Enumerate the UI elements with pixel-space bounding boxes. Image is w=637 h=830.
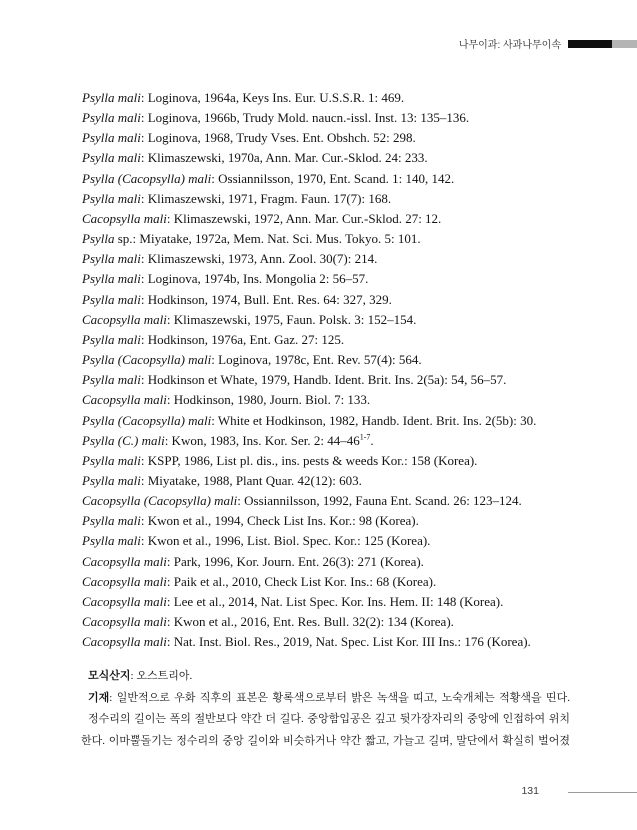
citation-reference: : Klimaszewski, 1970a, Ann. Mar. Cur.-Sklod. 24: 233. xyxy=(140,150,428,166)
citation-entry xyxy=(82,189,602,209)
citation-reference: : Ossiannilsson, 1992, Fauna Ent. Scand. 26: 123–124. xyxy=(237,493,522,509)
citation-entry xyxy=(82,88,602,108)
citation-reference: : Kwon, 1983, Ins. Kor. Ser. 2: 44–46 xyxy=(164,432,360,448)
citation-entry xyxy=(82,249,602,269)
citation-entry xyxy=(82,310,602,330)
description-block xyxy=(81,666,570,752)
citation-entry xyxy=(82,148,602,168)
running-title: 나무이과: 사과나무이속 xyxy=(458,40,561,51)
taxon-name: Psylla mali xyxy=(82,90,141,105)
citation-reference: : Klimaszewski, 1975, Faun. Polsk. 3: 152–154. xyxy=(166,311,417,327)
taxon-name: Cacopsylla mali xyxy=(82,210,167,226)
citation-reference: : Klimaszewski, 1971, Fragm. Faun. 17(7): 168. xyxy=(140,190,392,206)
citation-reference: : Klimaszewski, 1972, Ann. Mar. Cur.-Sklod. 27: 12. xyxy=(166,210,442,226)
citation-reference: : Ossiannilsson, 1970, Ent. Scand. 1: 140, 142. xyxy=(211,170,455,186)
citation-reference: : Park, 1996, Kor. Journ. Ent. 26(3): 271 (Korea). xyxy=(166,553,424,569)
citation-entry xyxy=(82,632,602,652)
citation-entry xyxy=(82,229,602,249)
citation-entry xyxy=(82,370,602,390)
citation-reference: : Kwon et al., 1994, Check List Ins. Kor.: 98 (Korea). xyxy=(140,513,419,529)
citation-entry xyxy=(82,431,602,451)
taxon-name: Psylla (Cacopsylla) mali xyxy=(82,352,212,368)
citation-reference: : Loginova, 1964a, Keys Ins. Eur. U.S.S.R. 1: 469. xyxy=(140,90,405,105)
citation-reference: : Paik et al., 2010, Check List Kor. Ins.: 68 (Korea). xyxy=(166,573,437,589)
citation-entry xyxy=(82,330,602,350)
citation-reference: : Lee et al., 2014, Nat. List Spec. Kor. Ins. Hem. II: 148 (Korea). xyxy=(166,593,504,609)
citation-entry xyxy=(82,451,602,471)
taxon-name: Psylla (C.) mali xyxy=(82,432,165,448)
taxon-name: Psylla (Cacopsylla) mali xyxy=(82,412,212,428)
citation-reference: : Loginova, 1966b, Trudy Mold. naucn.-issl. Inst. 13: 135–136. xyxy=(140,110,470,126)
taxon-name: Psylla mali xyxy=(82,271,141,287)
description-term: 모식산지 xyxy=(88,670,131,682)
citation-reference: : Klimaszewski, 1973, Ann. Zool. 30(7): 214. xyxy=(140,251,378,267)
header-bar-gray-icon xyxy=(612,40,637,48)
citation-entry xyxy=(82,128,602,148)
citation-entry xyxy=(82,390,602,410)
citation-list xyxy=(82,88,602,652)
citation-reference: : KSPP, 1986, List pl. dis., ins. pests & weeds Kor.: 158 (Korea). xyxy=(140,452,478,468)
citation-entry xyxy=(82,269,602,289)
citation-tail: . xyxy=(370,432,374,448)
citation-entry xyxy=(82,552,602,572)
citation-entry xyxy=(82,612,602,632)
taxon-name: Psylla mali xyxy=(82,331,141,347)
citation-reference: sp.: Miyatake, 1972a, Mem. Nat. Sci. Mus. Tokyo. 5: 101. xyxy=(114,231,421,247)
description-line xyxy=(81,731,570,753)
taxon-name: Cacopsylla mali xyxy=(82,573,167,589)
citation-entry xyxy=(82,592,602,612)
description-line xyxy=(81,666,570,688)
taxon-name: Cacopsylla mali xyxy=(82,614,167,630)
description-text: : 오스트리아. xyxy=(130,670,193,682)
page-footer xyxy=(521,785,637,797)
citation-entry xyxy=(82,108,602,128)
taxon-name: Psylla mali xyxy=(82,150,141,166)
running-header xyxy=(459,36,637,51)
taxon-name: Cacopsylla (Cacopsylla) mali xyxy=(82,493,238,509)
citation-entry xyxy=(82,209,602,229)
citation-reference: : Loginova, 1968, Trudy Vses. Ent. Obshch. 52: 298. xyxy=(140,130,416,146)
taxon-name: Psylla mali xyxy=(82,533,141,549)
taxon-name: Psylla (Cacopsylla) mali xyxy=(82,170,212,186)
citation-reference: : Hodkinson et Whate, 1979, Handb. Ident. Brit. Ins. 2(5a): 54, 56–57. xyxy=(140,372,507,388)
description-text: 정수리의 길이는 폭의 절반보다 약간 더 길다. 중앙함입공은 깊고 뒷가장자리의 중앙에 인접하여 위치 xyxy=(88,713,570,725)
citation-entry xyxy=(82,471,602,491)
taxon-name: Cacopsylla mali xyxy=(82,593,167,609)
taxon-name: Psylla mali xyxy=(82,452,141,468)
description-text: : 일반적으로 우화 직후의 표본은 황록색으로부터 밝은 녹색을 띠고, 노숙개체는 적황색을 띤다. xyxy=(109,691,570,704)
taxon-name: Cacopsylla mali xyxy=(82,553,167,569)
citation-reference: : Hodkinson, 1974, Bull. Ent. Res. 64: 327, 329. xyxy=(140,291,392,307)
taxon-name: Psylla mali xyxy=(82,110,141,126)
description-term: 기재 xyxy=(88,691,110,704)
taxon-name: Cacopsylla mali xyxy=(82,392,167,408)
description-line xyxy=(81,709,570,731)
citation-entry xyxy=(82,290,602,310)
taxon-name: Psylla xyxy=(82,231,115,247)
footer-rule xyxy=(568,792,637,793)
taxon-name: Psylla mali xyxy=(82,372,141,388)
citation-entry xyxy=(82,531,602,551)
citation-entry xyxy=(82,411,602,431)
citation-entry xyxy=(82,350,602,370)
page-number: 131 xyxy=(521,785,539,797)
taxon-name: Psylla mali xyxy=(82,251,141,267)
taxon-name: Cacopsylla mali xyxy=(82,311,167,327)
taxon-name: Psylla mali xyxy=(82,190,141,206)
citation-reference: : Loginova, 1978c, Ent. Rev. 57(4): 564. xyxy=(211,352,422,368)
taxon-name: Cacopsylla mali xyxy=(82,634,167,650)
citation-reference: : Hodkinson, 1980, Journ. Biol. 7: 133. xyxy=(166,392,371,408)
header-bar-black-icon xyxy=(568,40,612,48)
taxon-name: Psylla mali xyxy=(82,130,141,146)
taxon-name: Psylla mali xyxy=(82,513,141,529)
citation-reference: : Kwon et al., 1996, List. Biol. Spec. Kor.: 125 (Korea). xyxy=(140,533,431,549)
citation-entry xyxy=(82,572,602,592)
citation-entry xyxy=(82,491,602,511)
citation-entry xyxy=(82,511,602,531)
citation-reference: : Nat. Inst. Biol. Res., 2019, Nat. Spec. List Kor. III Ins.: 176 (Korea). xyxy=(166,634,531,650)
citation-reference: : Miyatake, 1988, Plant Quar. 42(12): 603. xyxy=(140,472,362,488)
description-line xyxy=(81,688,570,710)
taxon-name: Psylla mali xyxy=(82,291,141,307)
citation-superscript: 1-7 xyxy=(359,432,371,442)
citation-reference: : Loginova, 1974b, Ins. Mongolia 2: 56–57. xyxy=(140,271,369,287)
taxon-name: Psylla mali xyxy=(82,472,141,488)
citation-reference: : White et Hodkinson, 1982, Handb. Ident. Brit. Ins. 2(5b): 30. xyxy=(211,412,537,428)
citation-reference: : Kwon et al., 2016, Ent. Res. Bull. 32(2): 134 (Korea). xyxy=(166,614,454,630)
citation-entry xyxy=(82,169,602,189)
description-text: 한다. 이마뿔돌기는 정수리의 중앙 길이와 비슷하거나 약간 짧고, 가늘고 길며, 말단에서 확실히 벌어졌 xyxy=(81,734,570,747)
citation-reference: : Hodkinson, 1976a, Ent. Gaz. 27: 125. xyxy=(140,331,345,347)
